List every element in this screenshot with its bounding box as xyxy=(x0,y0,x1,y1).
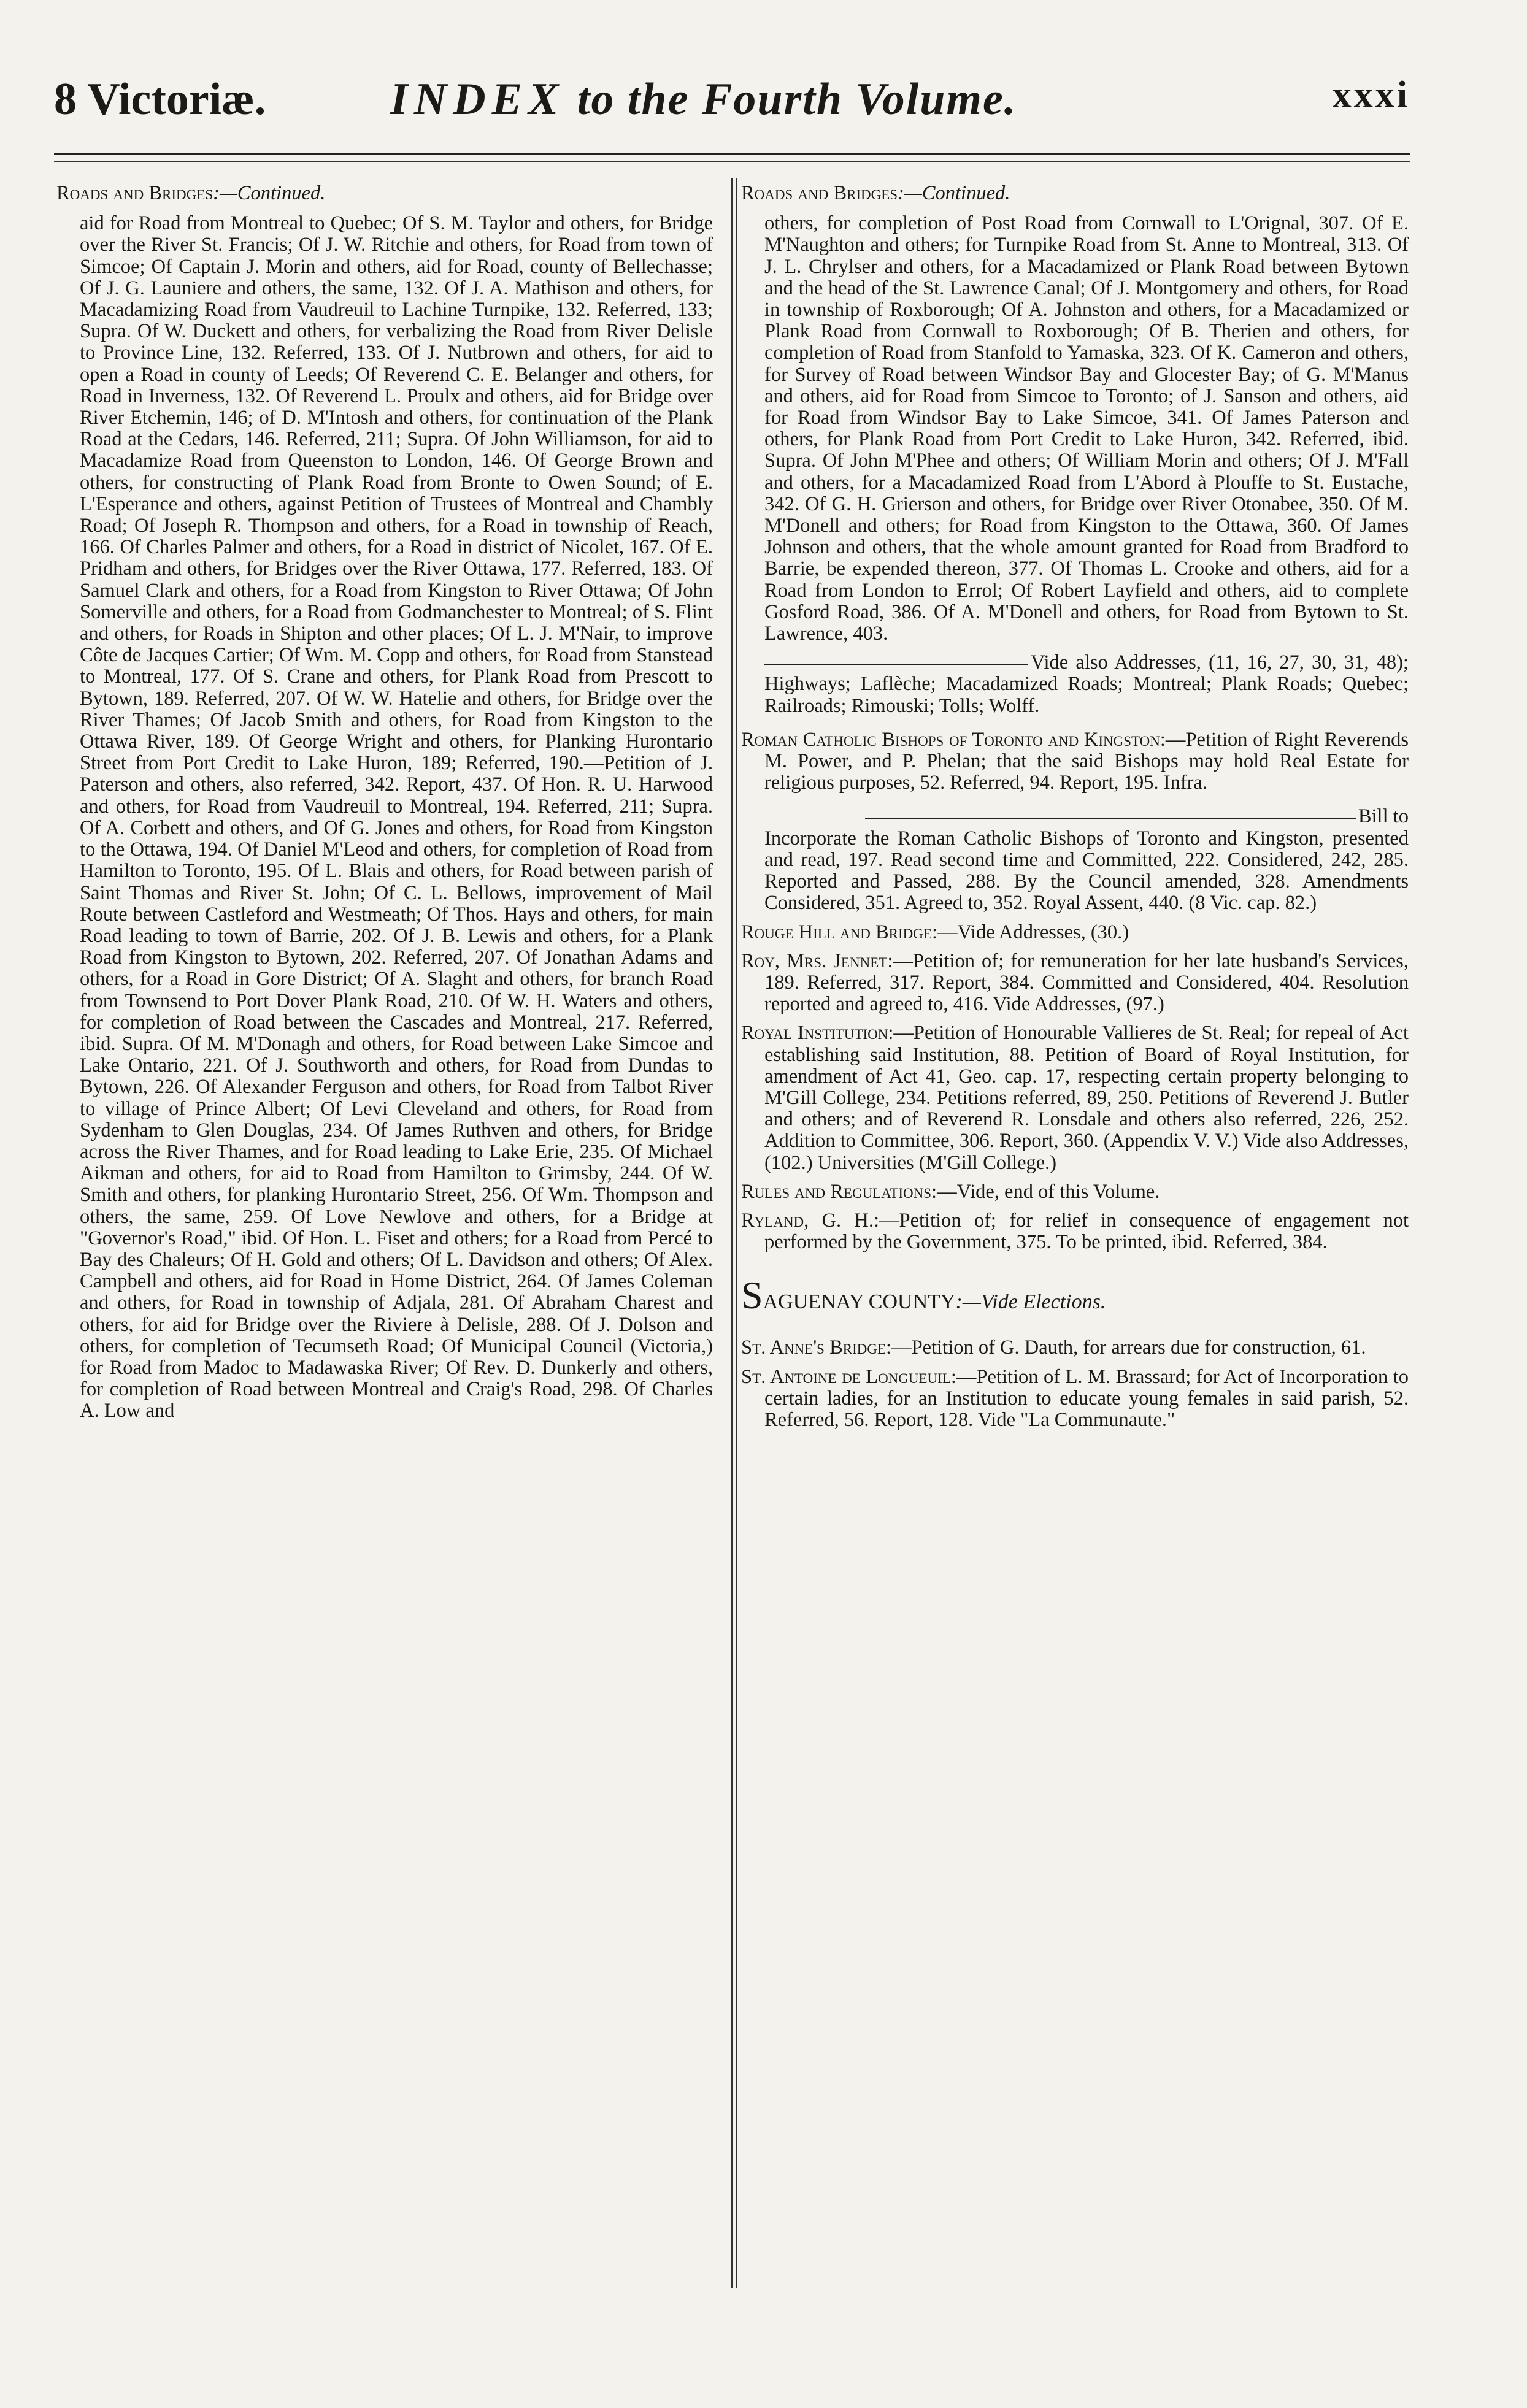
entry-head: St. Antoine de Longueuil xyxy=(741,1365,951,1388)
dash-rule xyxy=(865,818,1356,819)
right-column-heading xyxy=(741,183,1409,204)
index-entry-royal-institution xyxy=(741,1022,1409,1173)
roads-bridges-left-text: aid for Road from Montreal to Quebec; Of S. M. Taylor and others, for Bridge over the River St. Francis; Of J. W. Ritchie and others, for Road from town of Simcoe; Of Captain J. Morin and others, aid for Road, county of Bellechasse; Of J. G. Launiere and others, the same, 132. Of J. A. Mathison and others, for Macadamizing Road from Vaudreuil to Lachine Turnpike, 132. Referred, 133; Supra. Of W. Duckett and others, for verbalizing the Road from River Delisle to Province Line, 132. Referred, 133. Of J. Nutbrown and others, for aid to open a Road in county of Leeds; Of Reverend C. E. Belanger and others, for Road in Inverness, 132. Of Reverend L. Proulx and others, aid for Bridge over River Etchemin, 146; of D. M'Intosh and others, for continuation of the Plank Road at the Cedars, 146. Referred, 211; Supra. Of John Williamson, for aid to Macadamize Road from Queenston to London, 146. Of George Brown and others, for constructing of Plank Road from Bronte to Owen Sound; of E. L'Esperance and others, against Petition of Trustees of Montreal and Chambly Road; Of Joseph R. Thompson and others, for a Road in township of Reach, 166. Of Charles Palmer and others, for a Road in district of Nicolet, 167. Of E. Pridham and others, for Bridges over the River Ottawa, 177. Referred, 183. Of Samuel Clark and others, for a Road from Kingston to River Ottawa; Of John Somerville and others, for a Road from Godmanchester to Montreal; of S. Flint and others, for Roads in Shipton and other places; Of L. J. M'Nair, to improve Côte de Jacques Cartier; Of Wm. M. Copp and others, for Road from Stanstead to Montreal, 177. Of S. Crane and others, for Plank Road from Prescott to Bytown, 189. Referred, 207. Of W. W. Hatelie and others, for Bridge over the River Thames; Of Jacob Smith and others, for Road from Kingston to the Ottawa River, 189. Of George Wright and others, for Planking Hurontario Street from Port Credit to Lake Huron, 189; Referred, 190.—Petition of J. Paterson and others, also referred, 342. Report, 437. Of Hon. R. U. Harwood and others, for Road from Vaudreuil to Montreal, 194. Referred, 211; Supra. Of A. Corbett and others, and Of G. Jones and others, for Road from Kingston to the Ottawa, 194. Of Daniel M'Leod and others, for completion of Road from Hamilton to Toronto, 195. Of L. Blais and others, for Road between parish of Saint Thomas and River St. John; Of C. L. Bellows, improvement of Mail Route between Castleford and Westmeath; Of Thos. Hays and others, for main Road leading to town of Barrie, 202. Of J. B. Lewis and others, for a Plank Road from Kingston to Bytown, 202. Referred, 207. Of Jonathan Adams and others, for a Road in Gore District; Of A. Slaght and others, for branch Road from Townsend to Port Dover Plank Road, 210. Of W. H. Waters and others, for completion of Road between the Cascades and Montreal, 217. Referred, ibid. Supra. Of M. M'Donagh and others, for Road between Lake Simcoe and Lake Ontario, 221. Of J. Southworth and others, for Road from Dundas to Bytown, 226. Of Alexander Ferguson and others, for Road from Talbot River to village of Prince Albert; Of Levi Cleveland and others, for Road from Sydenham to Glen Douglas, 234. Of James Ruthven and others, for Bridge across the River Thames, and for Road leading to Lake Erie, 235. Of Michael Aikman and others, for aid to Road from Hamilton to Grimsby, 244. Of W. Smith and others, for planking Hurontario Street, 256. Of Wm. Thompson and others, the same, 259. Of Love Newlove and others, for a Bridge at "Governor's Road," ibid. Of Hon. L. Fiset and others; for a Road from Percé to Bay des Chaleurs; Of H. Gold and others; Of L. Davidson and others; Of Alex. Campbell and others, aid for Road in Home District, 264. Of James Coleman and others, for Road in township of Adjala, 281. Of Abraham Charest and others, for aid for Bridge over the Riviere à Delisle, 288. Of J. Dolson and others, for completion of Tecumseth Road; Of Municipal Council (Victoria,) for Road from Madoc to Madawaska River; Of Rev. D. Dunkerly and others, for completion of Road between Montreal and Craig's Road, 298. Of Charles A. Low and xyxy=(80,212,713,1422)
roads-bridges-continuation: others, for completion of Post Road from Cornwall to L'Orignal, 307. Of E. M'Naughton and others; for Turnpike Road from St. Anne to Montreal, 313. Of J. L. Chrylser and others, for a Macadamized or Plank Road between Bytown and the head of the St. Lawrence Canal; Of J. Montgomery and others, for Road in township of Roxborough; Of A. Johnston and others, for a Macadamized or Plank Road from Cornwall to Roxborough; Of B. Therien and others, for completion of Road from Stanfold to Yamaska, 323. Of K. Cameron and others, for Survey of Road between Windsor Bay and Glocester Bay; of G. M'Manus and others, aid for Road from Simcoe to Toronto; of J. Sanson and others, aid for Road from Windsor Bay to Lake Simcoe, 341. Of James Paterson and others, for Plank Road from Port Credit to Lake Huron, 342. Referred, ibid. Supra. Of John M'Phee and others; Of William Morin and others; Of J. M'Fall and others, for a Macadamized Road from L'Abord à Plouffe to St. Eustache, 342. Of G. H. Grierson and others, for Bridge over River Otonabee, 350. Of M. M'Donell and others; for Road from Kingston to the Ottawa, 360. Of James Johnson and others, that the whole amount granted for Road from Bradford to Barrie, be expended thereon, 377. Of Thomas L. Crooke and others, aid for a Road from London to Errol; Of Robert Layfield and others, aid to complete Gosford Road, 386. Of A. M'Donell and others, for Road from Bytown to St. Lawrence, 403. xyxy=(764,212,1409,645)
header-rule-thick xyxy=(54,153,1410,155)
entry-head: Royal Institution xyxy=(741,1022,888,1045)
page-number: xxxi xyxy=(1332,74,1410,116)
left-heading-label: Roads and Bridges xyxy=(56,182,213,204)
bill-label: Bill to xyxy=(1358,805,1409,828)
entry-text: :—Vide, end of this Volume. xyxy=(931,1180,1160,1203)
entry-text: Incorporate the Roman Catholic Bishops of Toronto and Kingston, presented and read, 197. Read second time and Committed, 222. Considered, 242, 285. Reported and Passed, 288. By the Council amended, 328. Amendments Considered, 351. Agreed to, 352. Royal Assent, 440. (8 Vic. cap. 82.) xyxy=(764,827,1409,915)
index-entry-roy-jennet xyxy=(741,951,1409,1016)
right-column xyxy=(741,183,1409,1438)
entry-text: :—Petition of Right Reverends M. Power, and P. Phelan; that the said Bishops may hold Real Estate for religious purposes, 52. Referred, 94. Report, 195. Infra. xyxy=(764,728,1409,794)
page-title-caps: INDEX xyxy=(390,74,565,125)
entry-text: :—Petition of; for relief in consequence of engagement not performed by the Government, 375. To be printed, ibid. Referred, 384. xyxy=(764,1209,1409,1254)
entry-head: Rules and Regulations xyxy=(741,1180,932,1203)
left-heading-suffix: :—Continued. xyxy=(213,182,326,204)
entry-head: Ryland, G. H. xyxy=(741,1209,874,1232)
saguenay-vide: :—Vide Elections. xyxy=(955,1290,1106,1314)
right-heading-suffix: :—Continued. xyxy=(898,182,1010,204)
entry-text: :—Petition of L. M. Brassard; for Act of Incorporation to certain ladies, for an Institution to educate young females in said parish, 52. Referred, 56. Report, 128. Vide "La Communaute." xyxy=(764,1365,1409,1431)
entry-text: :—Petition of; for remuneration for her late husband's Services, 189. Referred, 317. Report, 384. Committed and Considered, 404. Resolution reported and agreed to, 416. Vide Addresses, (97.) xyxy=(764,949,1409,1016)
left-column xyxy=(56,183,713,1430)
index-entry-rules xyxy=(741,1181,1409,1203)
vide-also-text: Vide also Addresses, (11, 16, 27, 30, 31, 48); Highways; Laflèche; Macadamized Roads; Montreal; Plank Roads; Quebec; Railroads; Rimouski; Tolls; Wolff. xyxy=(764,651,1409,717)
page-title xyxy=(390,74,1017,126)
saguenay-rest: AGUENAY COUNTY xyxy=(763,1290,956,1314)
index-entry-ryland xyxy=(741,1210,1409,1253)
column-divider xyxy=(731,178,737,2288)
section-heading-saguenay xyxy=(741,1274,1409,1324)
page-header xyxy=(54,74,1410,141)
right-heading-label: Roads and Bridges xyxy=(741,182,898,204)
vide-also-entry xyxy=(741,652,1409,717)
index-entry-st-annes-bridge xyxy=(741,1337,1409,1359)
entry-text: :—Vide Addresses, (30.) xyxy=(931,921,1129,943)
page-title-rest: to the Fourth Volume. xyxy=(577,74,1017,125)
entry-head: Roy, Mrs. Jennet xyxy=(741,949,888,972)
entry-head: Rouge Hill and Bridge xyxy=(741,921,932,943)
entry-head: St. Anne's Bridge xyxy=(741,1336,887,1359)
index-entry-rc-bishops-bill xyxy=(741,806,1409,914)
header-rule-thin xyxy=(54,161,1410,162)
index-entry-rouge-hill xyxy=(741,922,1409,943)
entry-text: :—Petition of G. Dauth, for arrears due for construction, 61. xyxy=(886,1336,1366,1359)
regnal-year: 8 Victoriæ. xyxy=(54,74,266,125)
dash-rule xyxy=(764,664,1028,665)
entry-text: :—Petition of Honourable Vallieres de St. Real; for repeal of Act establishing said Institution, 88. Petition of Board of Royal Institution, for amendment of Act 41, Geo. cap. 17, respecting certain property belonging to M'Gill College, 234. Petitions referred, 89, 250. Petitions of Reverend J. Butler and others; and of Reverend R. Lonsdale and others also referred, 226, 252. Addition to Committee, 306. Report, 360. (Appendix V. V.) Vide also Addresses, (102.) Universities (M'Gill College.) xyxy=(764,1022,1409,1174)
index-entry-st-antoine xyxy=(741,1367,1409,1432)
saguenay-initial: S xyxy=(741,1273,763,1317)
left-column-heading xyxy=(56,183,713,204)
index-entry-rc-bishops xyxy=(741,729,1409,794)
entry-head: Roman Catholic Bishops of Toronto and Kingston xyxy=(741,728,1160,751)
